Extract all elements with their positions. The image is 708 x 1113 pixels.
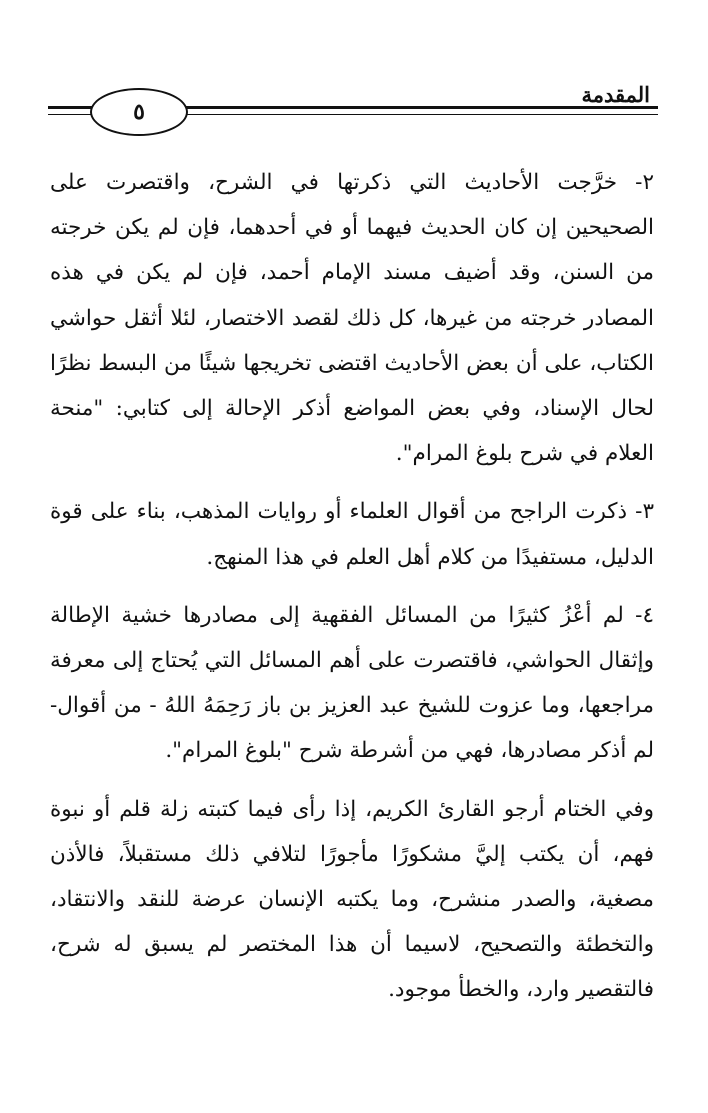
paragraph-closing: وفي الختام أرجو القارئ الكريم، إذا رأى فيما كتبته زلة قلم أو نبوة فهم، أن يكتب إليَّ مشكورًا مأجورًا لتلافي ذلك مستقبلاً، فالأذن مصغية، والصدر منشرح، وما يكتبه الإنسان عرضة للنقد والانتقاد، والتخطئة والتصحيح، لاسيما أن هذا المختصر لم يسبق له شرح، فالتقصير وارد، والخطأ موجود. bbox=[50, 796, 654, 1003]
header-rule-left-bottom bbox=[48, 114, 94, 115]
header-rule-left-top bbox=[48, 106, 94, 109]
paragraph-point-4: ٤- لم أعْزُ كثيرًا من المسائل الفقهية إلى مصادرها خشية الإطالة وإثقال الحواشي، فاقتصرت على أهم المسائل التي يُحتاج إلى معرفة مراجعها، وما عزوت للشيخ عبد العزيز بن باز رَحِمَهُ اللهُ - من أقوال- لم أذكر مصادرها، فهي من أشرطة شرح "بلوغ المرام". bbox=[50, 602, 654, 764]
page-number bbox=[90, 88, 188, 136]
header-rule-bottom bbox=[176, 114, 658, 115]
paragraph-point-2: ٢- خرَّجت الأحاديث التي ذكرتها في الشرح، واقتصرت على الصحيحين إن كان الحديث فيهما أو في أحدهما، فإن لم يكن خرجته من السنن، وقد أضيف مسند الإمام أحمد، فإن لم يكن في هذه المصادر خرجته من غيرها، كل ذلك لقصد الاختصار، لئلا أثقل حواشي الكتاب، على أن بعض الأحاديث اقتضى تخريجها شيئًا من البسط نظرًا لحال الإسناد، وفي بعض المواضع أذكر الإحالة إلى كتابي: "منحة العلام في شرح بلوغ المرام". bbox=[50, 170, 654, 467]
page-number-text: ٥ bbox=[133, 99, 145, 125]
main-text bbox=[50, 160, 654, 1024]
running-title: المقدمة bbox=[581, 82, 650, 107]
page-header bbox=[48, 72, 658, 142]
paragraph-point-3: ٣- ذكرت الراجح من أقوال العلماء أو روايات المذهب، بناء على قوة الدليل، مستفيدًا من كلام أهل العلم في هذا المنهج. bbox=[50, 499, 654, 570]
